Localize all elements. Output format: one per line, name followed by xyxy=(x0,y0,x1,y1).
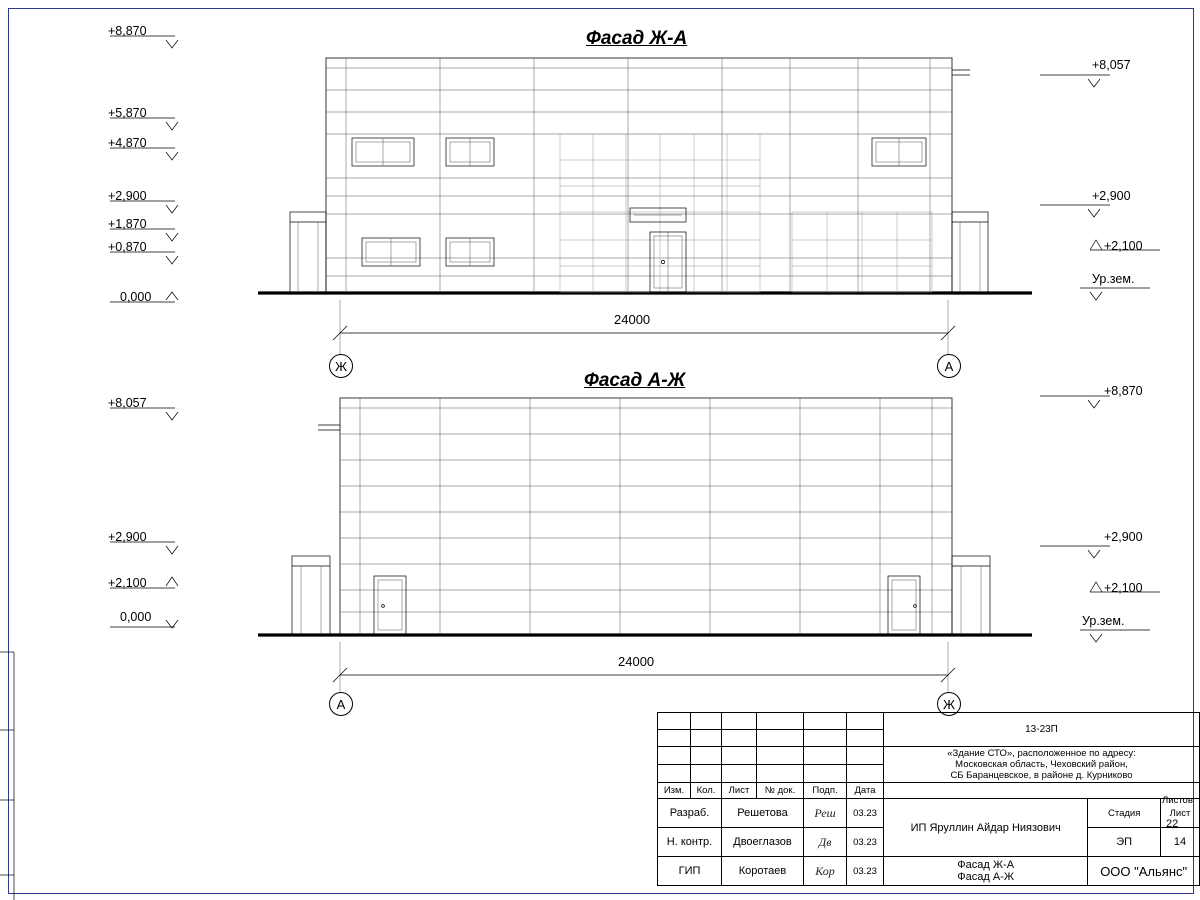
object-line-2: СБ Баранцевское, в районе д. Курниково xyxy=(950,770,1133,781)
rev-header-0: Изм. xyxy=(658,783,691,799)
stage-header-2: Листов xyxy=(1162,795,1193,806)
role-1-name: Двоеглазов xyxy=(722,828,804,857)
facade-1-right-level-marks xyxy=(1040,75,1160,300)
stage-header-1: Лист xyxy=(1161,799,1200,828)
facade-2-right-level-marks xyxy=(1040,396,1160,642)
facade-1-left-level-marks xyxy=(110,36,178,302)
rev-header-2: Лист xyxy=(722,783,757,799)
rev-header-3: № док. xyxy=(757,783,804,799)
facade-1-left-level-3: +2,900 xyxy=(108,189,147,203)
facade-2-left-level-2: +2,100 xyxy=(108,576,147,590)
facade-1-right-level-2: +2,100 xyxy=(1104,239,1143,253)
drawing-name-line-0: Фасад Ж-А xyxy=(957,859,1015,871)
role-1-date: 03.23 xyxy=(847,828,884,857)
title-block-table xyxy=(657,712,1200,886)
facade-2-axis-left: А xyxy=(329,692,353,716)
facade-1-axis-left: Ж xyxy=(329,354,353,378)
facade-2-axis-right: Ж xyxy=(937,692,961,716)
drawing-name-line-1: Фасад А-Ж xyxy=(957,871,1015,883)
sheet-edge-marks xyxy=(0,652,14,900)
facade-2-dimension: 24000 xyxy=(618,654,655,669)
role-0-name: Решетова xyxy=(722,799,804,828)
facade-2-left-level-0: +8,057 xyxy=(108,396,147,410)
facade-2-title: Фасад А-Ж xyxy=(584,370,686,391)
facade-1-left-level-5: +0,870 xyxy=(108,240,147,254)
stage-value-2: 22 xyxy=(1166,818,1179,830)
facade-2-geometry xyxy=(258,398,1032,692)
rev-header-1: Кол. xyxy=(691,783,722,799)
object-line-1: Московская область, Чеховский район, xyxy=(955,759,1128,770)
facade-2-left-level-marks xyxy=(110,408,178,628)
role-0: Разраб. xyxy=(658,799,722,828)
facade-1-left-level-0: +8,870 xyxy=(108,24,147,38)
drawing-name xyxy=(884,857,1088,886)
facade-1-left-level-2: +4,870 xyxy=(108,136,147,150)
facade-2-right-level-0: +8,870 xyxy=(1104,384,1143,398)
customer-name: ИП Яруллин Айдар Ниязович xyxy=(884,799,1088,857)
facade-2-right-level-2: +2,100 xyxy=(1104,581,1143,595)
facade-1-right-level-0: +8,057 xyxy=(1092,58,1131,72)
role-2: ГИП xyxy=(658,857,722,886)
facade-1-title: Фасад Ж-А xyxy=(586,28,688,49)
role-2-date: 03.23 xyxy=(847,857,884,886)
facade-2-right-level-1: +2,900 xyxy=(1104,530,1143,544)
facade-1-dimension: 24000 xyxy=(614,312,651,327)
project-code: 13-23П xyxy=(884,713,1200,747)
stage-value-0: ЭП xyxy=(1088,828,1161,857)
role-2-name: Коротаев xyxy=(722,857,804,886)
facade-1-ground-label: Ур.зем. xyxy=(1092,272,1135,286)
title-block xyxy=(657,712,1200,884)
facade-2-left-level-3: 0,000 xyxy=(120,610,152,624)
object-description xyxy=(884,747,1200,783)
facade-1-left-level-4: +1,870 xyxy=(108,217,147,231)
company-name: ООО "Альянс" xyxy=(1088,857,1200,886)
role-1-signature: Дв xyxy=(804,828,847,857)
rev-header-4: Подп. xyxy=(804,783,847,799)
role-1: Н. контр. xyxy=(658,828,722,857)
object-line-0: «Здание СТО», расположенное по адресу: xyxy=(947,748,1136,759)
facade-1-left-level-6: 0,000 xyxy=(120,290,152,304)
role-0-date: 03.23 xyxy=(847,799,884,828)
role-0-signature: Реш xyxy=(804,799,847,828)
stage-header-0: Стадия xyxy=(1088,799,1161,828)
stage-value-1: 14 xyxy=(1161,828,1200,857)
facade-1-right-level-1: +2,900 xyxy=(1092,189,1131,203)
rev-header-5: Дата xyxy=(847,783,884,799)
facade-1-axis-right: А xyxy=(937,354,961,378)
role-2-signature: Кор xyxy=(804,857,847,886)
facade-1-left-level-1: +5,870 xyxy=(108,106,147,120)
facade-2-left-level-1: +2,900 xyxy=(108,530,147,544)
facade-2-ground-label: Ур.зем. xyxy=(1082,614,1125,628)
